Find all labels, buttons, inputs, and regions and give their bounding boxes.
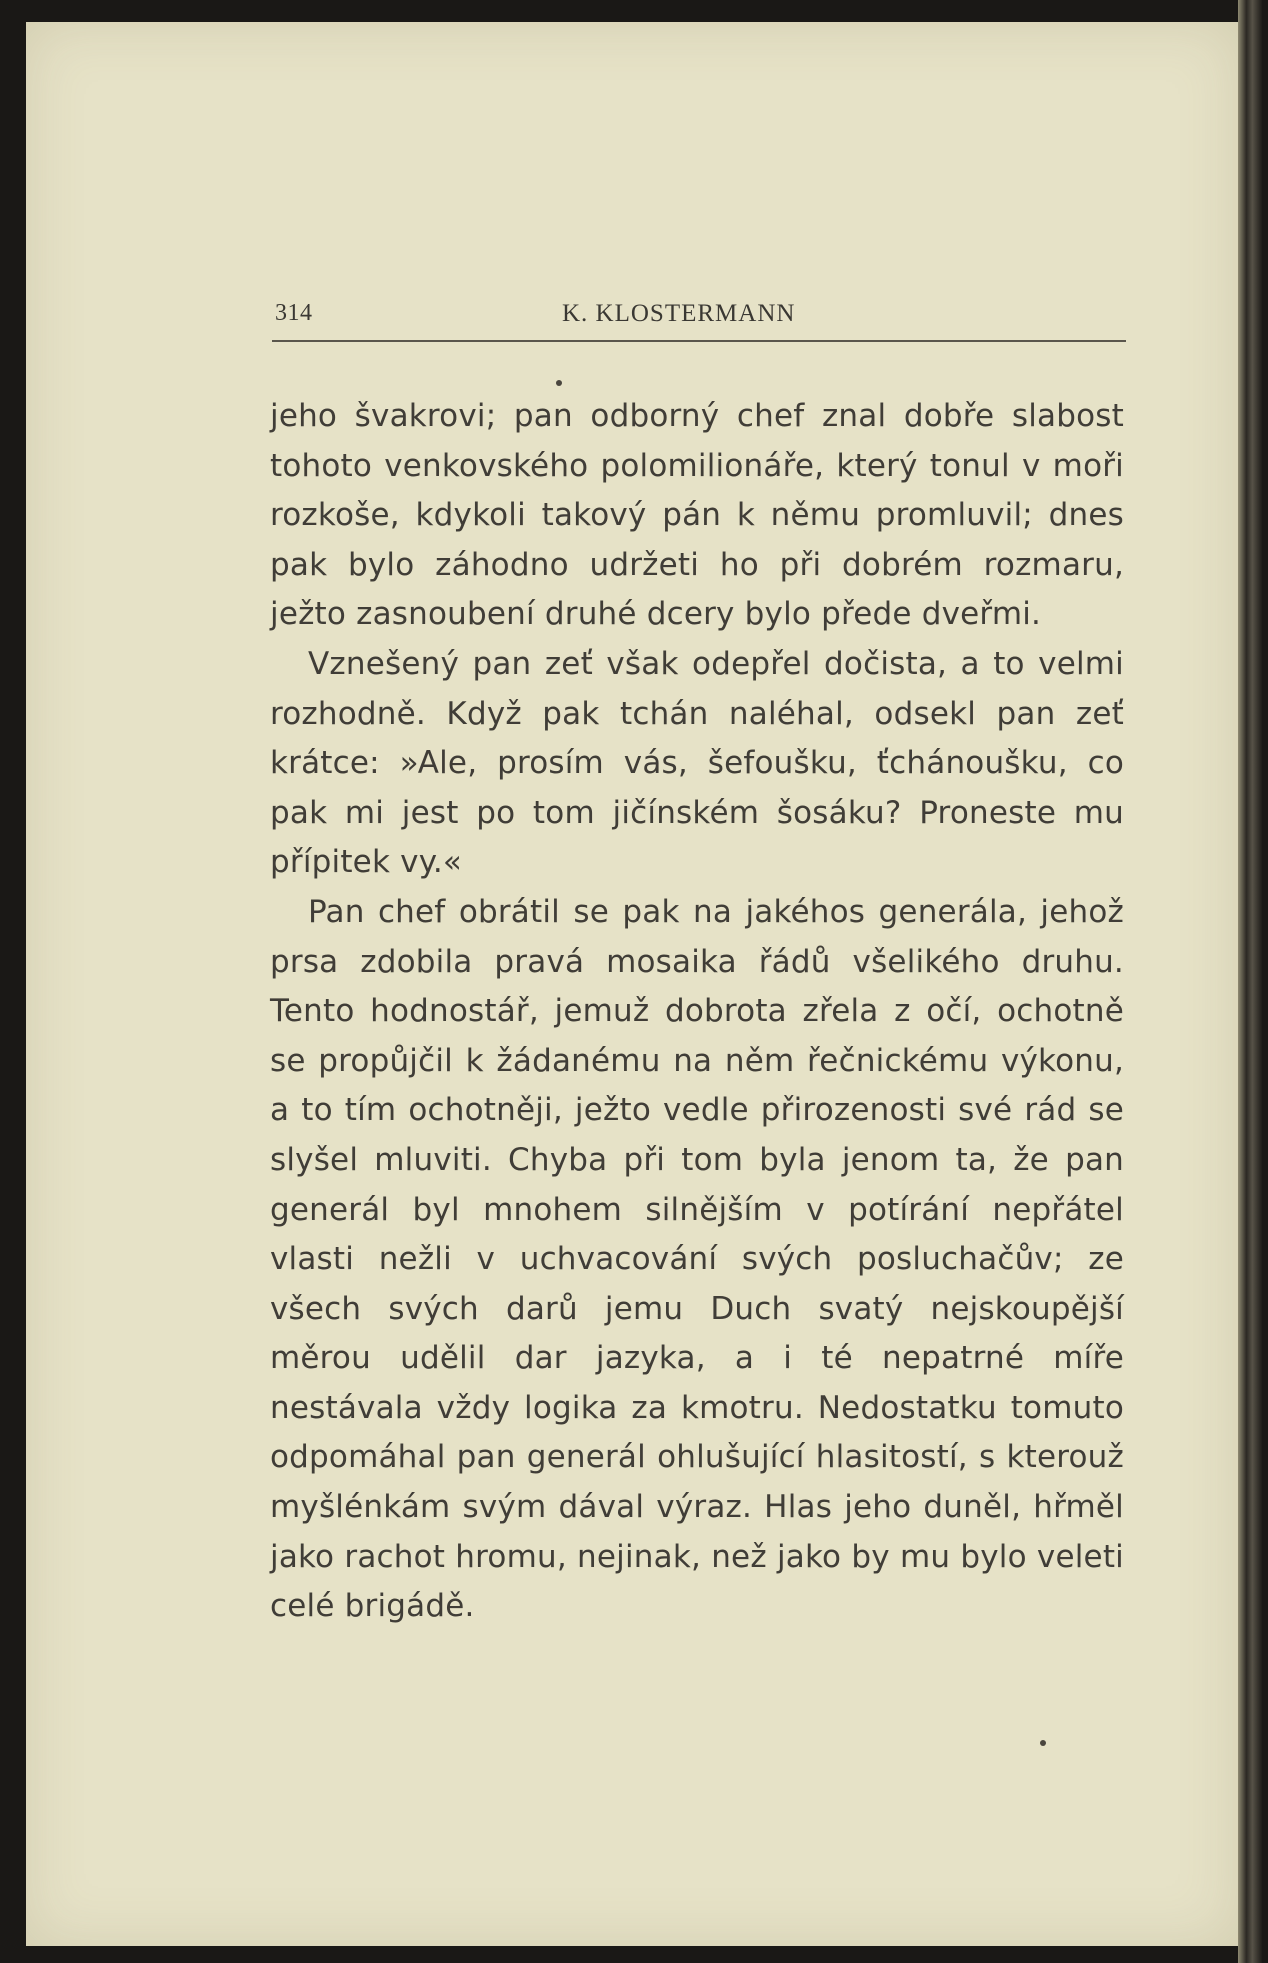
ink-speck — [1040, 1740, 1046, 1746]
paragraph: jeho švakrovi; pan odborný chef znal dobře slabost tohoto venkovského polomilionáře, který tonul v moři rozkoše, kdykoli takový pán k němu promluvil; dnes pak bylo záhodno udržeti ho při dobrém rozmaru, ježto zasnoubení druhé dcery bylo přede dveřmi. — [270, 398, 1124, 633]
page-number: 314 — [275, 300, 313, 326]
paragraph: Pan chef obrátil se pak na jakéhos generála, jehož prsa zdobila pravá mosaika řádů všelikého druhu. Tento hodnostář, jemuž dobrota zřela z očí, ochotně se propůjčil k žádanému na něm řečnickému výkonu, a to tím ochotněji, ježto vedle přirozenosti své rád se slyšel mluviti. Chyba při tom byla jenom ta, že pan generál byl mnohem silnějším v potírání nepřátel vlasti nežli v uchvacování svých posluchačův; ze všech svých darů jemu Duch svatý nejskoupější měrou udělil dar jazyka, a i té nepatrné míře nestávala vždy logika za kmotru. Nedostatku tomuto odpomáhal pan generál ohlušující hlasitostí, s kterouž myšlénkám svým dával výraz. Hlas jeho duněl, hřměl jako rachot hromu, nejinak, než jako by mu bylo veleti celé brigádě. — [270, 893, 1124, 1625]
running-header — [272, 300, 1126, 342]
running-title: K. KLOSTERMANN — [562, 300, 796, 327]
body-text — [270, 392, 1124, 1632]
paragraph: Vznešený pan zeť však odepřel dočista, a to velmi rozhodně. Když pak tchán naléhal, odsekl pan zeť krátce: »Ale, prosím vás, šefoušku, ťchánoušku, co pak mi jest po tom jičínském šosáku? Proneste mu přípitek vy.« — [270, 645, 1124, 881]
book-spine-edge — [1238, 0, 1262, 1963]
ink-speck — [556, 380, 562, 386]
